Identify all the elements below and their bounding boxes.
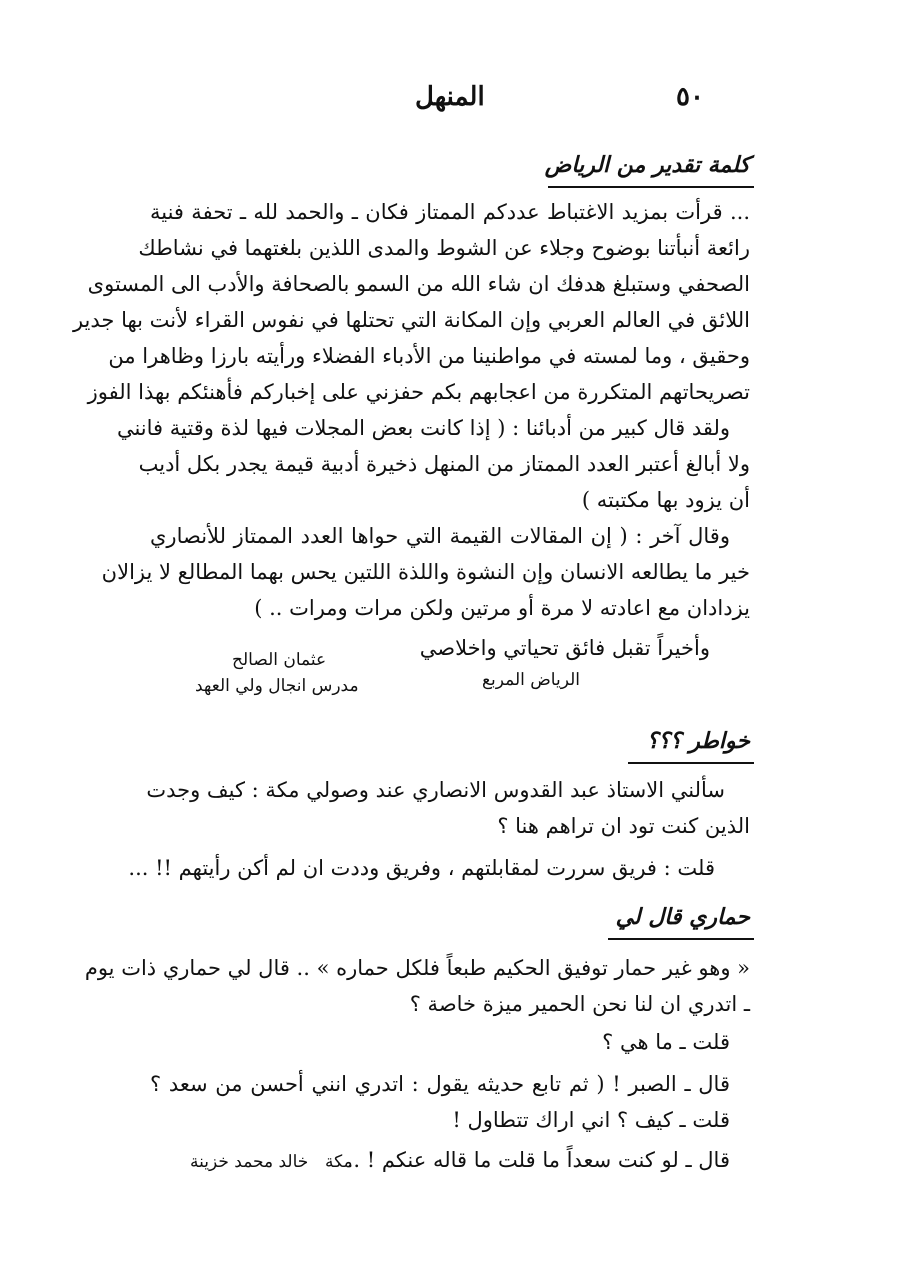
letter-heading-underline: [548, 186, 754, 188]
himari-line: ـ اتدري ان لنا نحن الحمير ميزة خاصة ؟: [409, 992, 750, 1016]
himari-line: « وهو غير حمار توفيق الحكيم طبعاً فلكل حماره » .. قال لي حماري ذات يوم: [84, 956, 750, 980]
himari-line: قال ـ الصبر ! ( ثم تابع حديثه يقول : اتدري انني أحسن من سعد ؟: [150, 1072, 730, 1096]
letter-line: تصريحاتهم المتكررة من اعجابهم بكم حفزني على إخباركم فأهنئكم بهذا الفوز: [87, 380, 750, 404]
journal-title: المنهل: [415, 82, 485, 112]
letter-signature-name: عثمان الصالح: [232, 650, 327, 670]
letter-heading: كلمة تقدير من الرياض: [544, 152, 750, 178]
khawater-line: قلت : فريق سررت لمقابلتهم ، وفريق وددت ان لم أكن رأيتهم !! ...: [128, 856, 715, 880]
page-number: ٥٠: [676, 82, 704, 112]
letter-line: الصحفي وستبلغ هدفك ان شاء الله من السمو بالصحافة والأدب الى المستوى: [87, 272, 750, 296]
himari-signature: خالد محمد خزينة: [190, 1152, 309, 1172]
khawater-heading-underline: [628, 762, 754, 764]
letter-line: وحقيق ، وما لمسته في مواطنينا من الأدباء الفضلاء ورأيته بارزا وظاهرا من: [108, 344, 750, 368]
himari-line: قال ـ لو كنت سعداً ما قلت ما قاله عنكم ! ..: [346, 1148, 730, 1172]
letter-line: ولا أبالغ أعتبر العدد الممتاز من المنهل ذخيرة أدبية قيمة يجدر بكل أديب: [138, 452, 750, 476]
letter-signature-role: مدرس انجال ولي العهد: [195, 676, 359, 696]
khawater-line: الذين كنت تود ان تراهم هنا ؟: [497, 814, 750, 838]
letter-line: ... قرأت بمزيد الاغتباط عددكم الممتاز فكان ـ والحمد لله ـ تحفة فنية: [150, 200, 750, 224]
letter-line: وقال آخر : ( إن المقالات القيمة التي حواها العدد الممتاز للأنصاري: [150, 524, 730, 548]
himari-line: قلت ـ كيف ؟ اني اراك تتطاول !: [452, 1108, 730, 1132]
himari-heading: حماري قال لي: [615, 904, 750, 930]
khawater-line: سألني الاستاذ عبد القدوس الانصاري عند وصولي مكة : كيف وجدت: [146, 778, 725, 802]
letter-line: أن يزود بها مكتبته ): [581, 488, 750, 512]
himari-line: قلت ـ ما هي ؟: [602, 1030, 730, 1054]
letter-line: ولقد قال كبير من أدبائنا : ( إذا كانت بعض المجلات فيها لذة وقتية فانني: [116, 416, 730, 440]
letter-line: اللائق في العالم العربي وإن المكانة التي تحتلها في نفوس القراء لأنت بها جدير: [72, 308, 750, 332]
himari-place: مكة: [325, 1152, 353, 1172]
khawater-heading: خواطر ؟؟؟: [646, 728, 750, 754]
letter-closing: وأخيراً تقبل فائق تحياتي واخلاصي: [419, 636, 710, 660]
letter-line: رائعة أنبأتنا بوضوح وجلاء عن الشوط والمدى اللذين بلغتهما في نشاطك: [138, 236, 750, 260]
himari-heading-underline: [608, 938, 754, 940]
letter-line: يزدادان مع اعادته لا مرة أو مرتين ولكن مرات ومرات .. ): [254, 596, 750, 620]
letter-place: الرياض المربع: [481, 670, 580, 690]
page-header: [0, 82, 900, 122]
letter-line: خير ما يطالعه الانسان وإن النشوة واللذة اللتين يحس بهما المطالع لا يزالان: [101, 560, 750, 584]
